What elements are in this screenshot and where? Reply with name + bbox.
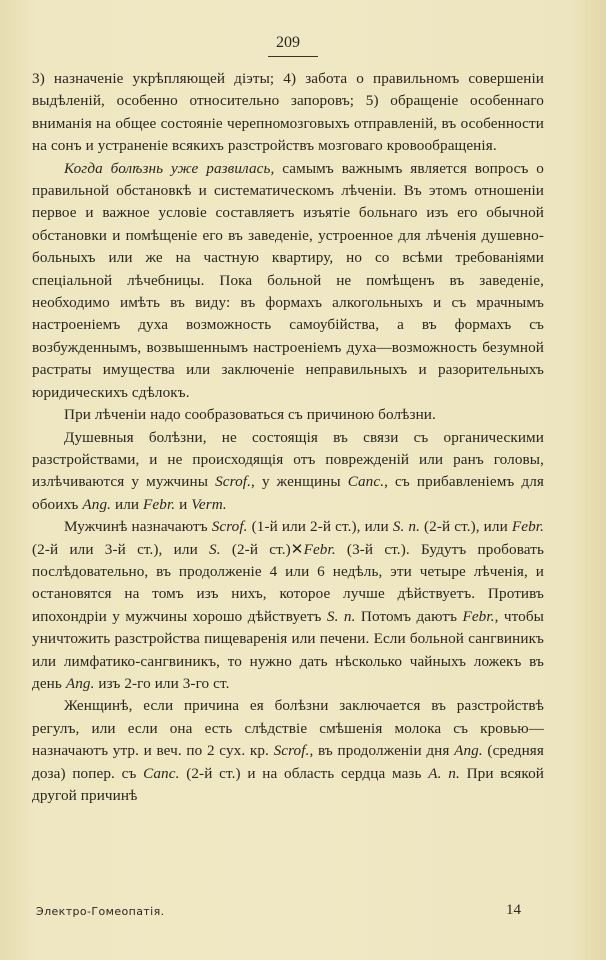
footer-sheet-number: 14 — [506, 902, 521, 918]
remedy-name: S. n. — [392, 518, 420, 536]
text-run: и — [175, 495, 192, 513]
remedy-name: Ang. — [82, 495, 112, 513]
remedy-name: Febr. — [462, 607, 495, 625]
paragraph-2-italic-lead: Когда болѣзнь уже развилась, — [64, 159, 275, 177]
remedy-name: Verm. — [191, 495, 227, 513]
text-run: ✕ — [290, 540, 304, 558]
text-run: (1-й или 2-й ст.), или — [247, 518, 393, 536]
text-run: (2-й или 3-й ст.), или — [32, 540, 210, 558]
page-number: 209 — [276, 34, 300, 51]
text-run: изъ 2-го или 3-го ст. — [94, 674, 230, 692]
remedy-name: A. n. — [428, 764, 460, 782]
header-rule — [268, 56, 318, 57]
remedy-name: Canc. — [347, 473, 385, 491]
paragraph-6 — [32, 695, 544, 807]
text-run: (2-й ст.) и на область сердца мазь — [179, 764, 429, 782]
text-run: , чтобы уничтожить разстройства пищеваренія или печени. Если больной сангвиникъ или лимфатико-сангвиникъ, то нужно дать нѣсколько чайныхъ ложекъ въ день — [32, 607, 544, 692]
remedy-name: Ang. — [454, 742, 483, 760]
remedy-name: Scrof. — [273, 742, 310, 760]
body-text — [32, 68, 544, 807]
remedy-name: S. — [209, 540, 221, 558]
remedy-name: S. n. — [326, 607, 356, 625]
text-run: , у женщины — [251, 473, 348, 491]
paragraph-3: При лѣченіи надо сообразоваться съ причиною болѣзни. — [64, 406, 436, 424]
remedy-name: Ang. — [65, 674, 95, 692]
text-run: Женщинѣ, если причина ея болѣзни заключается въ разстройствѣ регулъ, или если она есть слѣдствіе смѣшенія молока съ кровью—назначаютъ утр. и веч. по 2 сух. кр. — [32, 697, 544, 760]
paragraph-2 — [32, 158, 544, 404]
text-run: Душевныя болѣзни, не состоящія въ связи съ органическими разстройствами, и не происходящія отъ поврежденій или ранъ головы, излѣчиваются у мужчины — [32, 428, 544, 491]
remedy-name: Febr. — [143, 495, 176, 513]
text-run: При всякой другой причинѣ — [32, 764, 545, 804]
text-run: , въ продолженіи дня — [309, 742, 455, 760]
paragraph-5 — [32, 516, 544, 695]
remedy-name: Febr. — [303, 540, 336, 558]
text-run: или — [111, 495, 144, 513]
text-run: Мужчинѣ назначаютъ — [64, 518, 212, 536]
text-run: (2-й ст.) — [220, 540, 291, 558]
paragraph-2-text: самымъ важнымъ является вопросъ о правильной обстановкѣ и систематическомъ лѣченіи. Въ этомъ отношеніи первое и важное условіе составляетъ изъятіе больнаго изъ его обычной обстановки и помѣщеніе его въ заведеніе, устроенное для лѣченія душевно-больныхъ или же на частную квартиру, но со всѣми требованіями спеціальной лѣчебницы. Пока больной не помѣщенъ въ заведеніе, необходимо имѣть въ виду: въ формахъ алкогольныхъ и съ мрачнымъ настроеніемъ духа возможность самоубійства, а въ формахъ съ возбужденнымъ, возвышеннымъ настроеніемъ духа—возможность безумной растраты имущества или заключеніе неправильныхъ и разорительныхъ юридическихъ сдѣлокъ. — [32, 159, 545, 401]
footer-book-title: Электро-Гомеопатія. — [36, 905, 165, 918]
text-run: (3-й ст.). Будутъ пробовать послѣдовательно, въ продолженіе 4 или 6 недѣль, эти четыре лѣченія, и остановятся на томъ изъ нихъ, которое лучше дѣйствуетъ. Противъ ипохондріи у мужчины хорошо дѣйствуетъ — [32, 540, 544, 625]
remedy-name: Febr. — [511, 518, 544, 536]
paragraph-1: 3) назначеніе укрѣпляющей діэты; 4) забота о правильномъ совершеніи выдѣленій, особенно относительно запоровъ; 5) обращеніе особеннаго вниманія на общее состояніе черепномозговыхъ отправленій, въ особенности на сонъ и устраненіе всякихъ разстройствъ мозговаго кровообращенія. — [32, 70, 544, 155]
remedy-name: Canc. — [143, 764, 180, 782]
page-footer — [36, 902, 536, 922]
text-run: , съ прибавленіемъ для обоихъ — [32, 473, 544, 513]
text-run: Потомъ даютъ — [355, 607, 463, 625]
text-run: (2-й ст.), или — [419, 518, 512, 536]
remedy-name: Scrof. — [215, 473, 251, 491]
paragraph-4 — [32, 427, 544, 517]
remedy-name: Scrof. — [211, 518, 248, 536]
text-run: (средняя доза) попер. съ — [32, 742, 544, 782]
